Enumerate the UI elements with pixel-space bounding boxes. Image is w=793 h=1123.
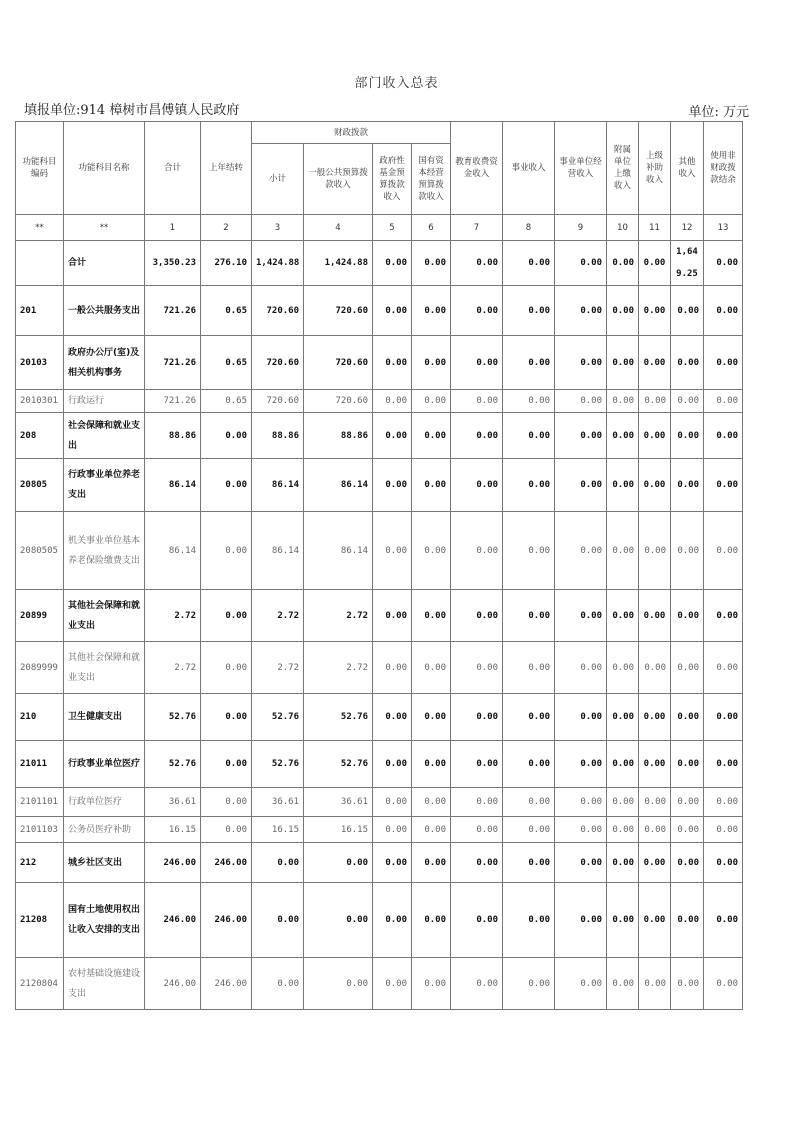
cell-other: 0.00 [671, 390, 704, 413]
cell-operating: 0.00 [555, 413, 607, 459]
cell-operating: 0.00 [555, 336, 607, 390]
cell-gov-fund: 0.00 [373, 413, 412, 459]
cell-code: 2080505 [16, 512, 64, 590]
cell-non-fiscal-balance: 0.00 [704, 741, 743, 788]
cell-code: 20899 [16, 590, 64, 642]
cell-name: 卫生健康支出 [64, 694, 145, 741]
cell-other: 0.00 [671, 741, 704, 788]
header-general-budget: 一般公共预算拨款收入 [304, 144, 373, 215]
cell-edu-fee: 0.00 [451, 694, 503, 741]
header-state-capital: 国有资本经营预算拨款收入 [412, 144, 451, 215]
table-row [16, 843, 743, 883]
cell-total: 86.14 [145, 512, 201, 590]
cell-code: 20103 [16, 336, 64, 390]
cell-state-capital: 0.00 [412, 590, 451, 642]
cell-state-capital: 0.00 [412, 843, 451, 883]
cell-total: 721.26 [145, 390, 201, 413]
header-superior-subsidy: 上级补助收入 [639, 122, 671, 215]
cell-carryover: 0.00 [201, 512, 252, 590]
index-cell: 10 [607, 215, 639, 241]
cell-subtotal: 1,424.88 [252, 241, 304, 286]
index-row [16, 215, 743, 241]
cell-name: 行政事业单位养老支出 [64, 459, 145, 512]
cell-edu-fee: 0.00 [451, 512, 503, 590]
cell-affiliated: 0.00 [607, 413, 639, 459]
cell-general-budget: 2.72 [304, 642, 373, 694]
cell-gov-fund: 0.00 [373, 817, 412, 843]
table-row [16, 590, 743, 642]
cell-gov-fund: 0.00 [373, 883, 412, 958]
cell-carryover: 246.00 [201, 883, 252, 958]
cell-business: 0.00 [503, 694, 555, 741]
table-row [16, 694, 743, 741]
cell-total: 86.14 [145, 459, 201, 512]
cell-edu-fee: 0.00 [451, 843, 503, 883]
cell-subtotal: 2.72 [252, 590, 304, 642]
cell-general-budget: 86.14 [304, 459, 373, 512]
cell-gov-fund: 0.00 [373, 459, 412, 512]
cell-superior-subsidy: 0.00 [639, 241, 671, 286]
cell-edu-fee: 0.00 [451, 590, 503, 642]
cell-general-budget: 720.60 [304, 286, 373, 336]
cell-affiliated: 0.00 [607, 336, 639, 390]
cell-state-capital: 0.00 [412, 336, 451, 390]
cell-carryover: 246.00 [201, 958, 252, 1010]
cell-non-fiscal-balance: 0.00 [704, 336, 743, 390]
table-row [16, 642, 743, 694]
cell-code: 20805 [16, 459, 64, 512]
cell-other: 0.00 [671, 883, 704, 958]
table-row [16, 459, 743, 512]
cell-superior-subsidy: 0.00 [639, 512, 671, 590]
cell-state-capital: 0.00 [412, 286, 451, 336]
cell-business: 0.00 [503, 642, 555, 694]
index-cell: 4 [304, 215, 373, 241]
cell-superior-subsidy: 0.00 [639, 286, 671, 336]
cell-affiliated: 0.00 [607, 459, 639, 512]
cell-affiliated: 0.00 [607, 741, 639, 788]
cell-superior-subsidy: 0.00 [639, 336, 671, 390]
cell-other: 0.00 [671, 590, 704, 642]
cell-other: 0.00 [671, 788, 704, 817]
cell-superior-subsidy: 0.00 [639, 390, 671, 413]
header-fiscal: 财政拨款 [252, 122, 451, 144]
cell-business: 0.00 [503, 241, 555, 286]
cell-state-capital: 0.00 [412, 642, 451, 694]
cell-state-capital: 0.00 [412, 958, 451, 1010]
cell-edu-fee: 0.00 [451, 788, 503, 817]
cell-general-budget: 0.00 [304, 958, 373, 1010]
cell-business: 0.00 [503, 958, 555, 1010]
cell-superior-subsidy: 0.00 [639, 883, 671, 958]
cell-state-capital: 0.00 [412, 741, 451, 788]
cell-business: 0.00 [503, 413, 555, 459]
cell-non-fiscal-balance: 0.00 [704, 817, 743, 843]
cell-other: 0.00 [671, 642, 704, 694]
cell-non-fiscal-balance: 0.00 [704, 413, 743, 459]
cell-non-fiscal-balance: 0.00 [704, 459, 743, 512]
cell-superior-subsidy: 0.00 [639, 843, 671, 883]
cell-other: 0.00 [671, 286, 704, 336]
cell-affiliated: 0.00 [607, 817, 639, 843]
cell-affiliated: 0.00 [607, 241, 639, 286]
cell-other: 0.00 [671, 459, 704, 512]
cell-general-budget: 0.00 [304, 883, 373, 958]
cell-total: 2.72 [145, 642, 201, 694]
cell-edu-fee: 0.00 [451, 817, 503, 843]
cell-code [16, 241, 64, 286]
cell-subtotal: 0.00 [252, 958, 304, 1010]
cell-operating: 0.00 [555, 694, 607, 741]
cell-code: 201 [16, 286, 64, 336]
cell-operating: 0.00 [555, 286, 607, 336]
header-other: 其他收入 [671, 122, 704, 215]
cell-code: 212 [16, 843, 64, 883]
cell-business: 0.00 [503, 512, 555, 590]
cell-state-capital: 0.00 [412, 788, 451, 817]
cell-other: 0.00 [671, 413, 704, 459]
cell-non-fiscal-balance: 0.00 [704, 694, 743, 741]
cell-gov-fund: 0.00 [373, 241, 412, 286]
cell-non-fiscal-balance: 0.00 [704, 642, 743, 694]
index-cell: 11 [639, 215, 671, 241]
cell-gov-fund: 0.00 [373, 843, 412, 883]
cell-name: 社会保障和就业支出 [64, 413, 145, 459]
cell-general-budget: 88.86 [304, 413, 373, 459]
cell-code: 21011 [16, 741, 64, 788]
reporting-unit: 填报单位:914 樟树市昌傅镇人民政府 [24, 103, 240, 118]
header-operating: 事业单位经营收入 [555, 122, 607, 215]
cell-gov-fund: 0.00 [373, 512, 412, 590]
cell-carryover: 0.00 [201, 590, 252, 642]
cell-name: 一般公共服务支出 [64, 286, 145, 336]
currency-unit: 单位: 万元 [688, 105, 749, 120]
cell-non-fiscal-balance: 0.00 [704, 883, 743, 958]
header-business: 事业收入 [503, 122, 555, 215]
cell-superior-subsidy: 0.00 [639, 459, 671, 512]
cell-operating: 0.00 [555, 642, 607, 694]
cell-business: 0.00 [503, 741, 555, 788]
cell-business: 0.00 [503, 788, 555, 817]
table-row [16, 817, 743, 843]
cell-business: 0.00 [503, 286, 555, 336]
cell-gov-fund: 0.00 [373, 336, 412, 390]
cell-affiliated: 0.00 [607, 642, 639, 694]
cell-operating: 0.00 [555, 590, 607, 642]
cell-affiliated: 0.00 [607, 843, 639, 883]
cell-subtotal: 0.00 [252, 843, 304, 883]
header-code: 功能科目编码 [16, 122, 64, 215]
cell-state-capital: 0.00 [412, 883, 451, 958]
cell-affiliated: 0.00 [607, 390, 639, 413]
page-title: 部门收入总表 [354, 76, 439, 91]
table-body [16, 241, 743, 1010]
cell-gov-fund: 0.00 [373, 958, 412, 1010]
header-subtotal: 小计 [252, 144, 304, 215]
cell-code: 2101103 [16, 817, 64, 843]
cell-business: 0.00 [503, 459, 555, 512]
header-carryover: 上年结转 [201, 122, 252, 215]
cell-other: 0.00 [671, 336, 704, 390]
cell-operating: 0.00 [555, 241, 607, 286]
cell-state-capital: 0.00 [412, 390, 451, 413]
table-row [16, 788, 743, 817]
cell-state-capital: 0.00 [412, 817, 451, 843]
cell-code: 208 [16, 413, 64, 459]
cell-operating: 0.00 [555, 883, 607, 958]
cell-total: 16.15 [145, 817, 201, 843]
cell-total: 2.72 [145, 590, 201, 642]
cell-other: 0.00 [671, 694, 704, 741]
cell-non-fiscal-balance: 0.00 [704, 512, 743, 590]
cell-state-capital: 0.00 [412, 413, 451, 459]
cell-other: 0.00 [671, 843, 704, 883]
cell-business: 0.00 [503, 390, 555, 413]
cell-general-budget: 720.60 [304, 390, 373, 413]
cell-name: 行政事业单位医疗 [64, 741, 145, 788]
index-cell: 12 [671, 215, 704, 241]
cell-superior-subsidy: 0.00 [639, 741, 671, 788]
cell-non-fiscal-balance: 0.00 [704, 958, 743, 1010]
index-cell: 2 [201, 215, 252, 241]
cell-name: 农村基础设施建设支出 [64, 958, 145, 1010]
cell-business: 0.00 [503, 590, 555, 642]
header-gov-fund: 政府性基金预算拨款收入 [373, 144, 412, 215]
table-row [16, 241, 743, 286]
cell-total: 246.00 [145, 958, 201, 1010]
cell-business: 0.00 [503, 883, 555, 958]
cell-gov-fund: 0.00 [373, 788, 412, 817]
cell-superior-subsidy: 0.00 [639, 642, 671, 694]
cell-subtotal: 88.86 [252, 413, 304, 459]
cell-superior-subsidy: 0.00 [639, 817, 671, 843]
cell-general-budget: 720.60 [304, 336, 373, 390]
cell-state-capital: 0.00 [412, 241, 451, 286]
cell-general-budget: 86.14 [304, 512, 373, 590]
cell-edu-fee: 0.00 [451, 883, 503, 958]
cell-total: 88.86 [145, 413, 201, 459]
index-cell: 9 [555, 215, 607, 241]
cell-subtotal: 2.72 [252, 642, 304, 694]
cell-subtotal: 86.14 [252, 459, 304, 512]
cell-gov-fund: 0.00 [373, 286, 412, 336]
cell-subtotal: 52.76 [252, 694, 304, 741]
cell-operating: 0.00 [555, 459, 607, 512]
table-row [16, 883, 743, 958]
cell-other: 0.00 [671, 958, 704, 1010]
cell-carryover: 0.00 [201, 694, 252, 741]
header-non-fiscal-balance: 使用非财政拨款结余 [704, 122, 743, 215]
cell-name: 行政运行 [64, 390, 145, 413]
cell-total: 52.76 [145, 741, 201, 788]
table-row [16, 286, 743, 336]
cell-carryover: 0.65 [201, 286, 252, 336]
index-cell: 8 [503, 215, 555, 241]
cell-superior-subsidy: 0.00 [639, 590, 671, 642]
cell-general-budget: 52.76 [304, 694, 373, 741]
cell-edu-fee: 0.00 [451, 241, 503, 286]
cell-non-fiscal-balance: 0.00 [704, 590, 743, 642]
cell-non-fiscal-balance: 0.00 [704, 390, 743, 413]
table-row [16, 390, 743, 413]
cell-code: 210 [16, 694, 64, 741]
cell-non-fiscal-balance: 0.00 [704, 788, 743, 817]
index-cell: 3 [252, 215, 304, 241]
cell-business: 0.00 [503, 843, 555, 883]
cell-gov-fund: 0.00 [373, 642, 412, 694]
cell-name: 合计 [64, 241, 145, 286]
cell-total: 36.61 [145, 788, 201, 817]
cell-affiliated: 0.00 [607, 512, 639, 590]
cell-edu-fee: 0.00 [451, 413, 503, 459]
cell-general-budget: 1,424.88 [304, 241, 373, 286]
cell-operating: 0.00 [555, 817, 607, 843]
cell-code: 2010301 [16, 390, 64, 413]
index-cell: ** [16, 215, 64, 241]
cell-general-budget: 0.00 [304, 843, 373, 883]
header-edu-fee: 教育收费资金收入 [451, 122, 503, 215]
cell-total: 3,350.23 [145, 241, 201, 286]
cell-other: 1,649.25 [671, 241, 704, 286]
index-cell: 6 [412, 215, 451, 241]
cell-code: 2120804 [16, 958, 64, 1010]
cell-total: 246.00 [145, 883, 201, 958]
cell-edu-fee: 0.00 [451, 390, 503, 413]
cell-total: 721.26 [145, 336, 201, 390]
cell-superior-subsidy: 0.00 [639, 413, 671, 459]
cell-name: 其他社会保障和就业支出 [64, 642, 145, 694]
cell-operating: 0.00 [555, 741, 607, 788]
income-summary-table [15, 121, 743, 1010]
cell-carryover: 0.65 [201, 390, 252, 413]
index-cell: ** [64, 215, 145, 241]
cell-carryover: 0.00 [201, 459, 252, 512]
cell-carryover: 0.65 [201, 336, 252, 390]
cell-total: 246.00 [145, 843, 201, 883]
cell-subtotal: 52.76 [252, 741, 304, 788]
cell-code: 2101101 [16, 788, 64, 817]
cell-affiliated: 0.00 [607, 286, 639, 336]
cell-code: 2089999 [16, 642, 64, 694]
cell-carryover: 276.10 [201, 241, 252, 286]
cell-name: 机关事业单位基本养老保险缴费支出 [64, 512, 145, 590]
cell-gov-fund: 0.00 [373, 741, 412, 788]
cell-gov-fund: 0.00 [373, 694, 412, 741]
cell-edu-fee: 0.00 [451, 459, 503, 512]
cell-total: 52.76 [145, 694, 201, 741]
cell-name: 其他社会保障和就业支出 [64, 590, 145, 642]
cell-subtotal: 0.00 [252, 883, 304, 958]
cell-general-budget: 52.76 [304, 741, 373, 788]
cell-code: 21208 [16, 883, 64, 958]
cell-business: 0.00 [503, 817, 555, 843]
cell-superior-subsidy: 0.00 [639, 958, 671, 1010]
cell-subtotal: 36.61 [252, 788, 304, 817]
cell-subtotal: 720.60 [252, 336, 304, 390]
cell-business: 0.00 [503, 336, 555, 390]
cell-edu-fee: 0.00 [451, 741, 503, 788]
index-cell: 5 [373, 215, 412, 241]
cell-operating: 0.00 [555, 788, 607, 817]
cell-edu-fee: 0.00 [451, 336, 503, 390]
cell-gov-fund: 0.00 [373, 590, 412, 642]
cell-state-capital: 0.00 [412, 694, 451, 741]
cell-non-fiscal-balance: 0.00 [704, 843, 743, 883]
cell-edu-fee: 0.00 [451, 642, 503, 694]
cell-general-budget: 36.61 [304, 788, 373, 817]
cell-subtotal: 720.60 [252, 390, 304, 413]
cell-affiliated: 0.00 [607, 958, 639, 1010]
cell-total: 721.26 [145, 286, 201, 336]
cell-name: 政府办公厅(室)及相关机构事务 [64, 336, 145, 390]
cell-subtotal: 16.15 [252, 817, 304, 843]
header-affiliated: 附属单位上缴收入 [607, 122, 639, 215]
cell-non-fiscal-balance: 0.00 [704, 286, 743, 336]
cell-affiliated: 0.00 [607, 694, 639, 741]
cell-subtotal: 86.14 [252, 512, 304, 590]
table-row [16, 512, 743, 590]
cell-carryover: 246.00 [201, 843, 252, 883]
cell-affiliated: 0.00 [607, 590, 639, 642]
cell-name: 公务员医疗补助 [64, 817, 145, 843]
cell-other: 0.00 [671, 817, 704, 843]
cell-edu-fee: 0.00 [451, 958, 503, 1010]
cell-general-budget: 16.15 [304, 817, 373, 843]
cell-affiliated: 0.00 [607, 883, 639, 958]
cell-name: 国有土地使用权出让收入安排的支出 [64, 883, 145, 958]
cell-affiliated: 0.00 [607, 788, 639, 817]
cell-non-fiscal-balance: 0.00 [704, 241, 743, 286]
header-total: 合计 [145, 122, 201, 215]
cell-subtotal: 720.60 [252, 286, 304, 336]
cell-gov-fund: 0.00 [373, 390, 412, 413]
cell-carryover: 0.00 [201, 817, 252, 843]
table-row [16, 741, 743, 788]
cell-superior-subsidy: 0.00 [639, 694, 671, 741]
cell-superior-subsidy: 0.00 [639, 788, 671, 817]
cell-carryover: 0.00 [201, 788, 252, 817]
cell-other: 0.00 [671, 512, 704, 590]
cell-carryover: 0.00 [201, 642, 252, 694]
cell-carryover: 0.00 [201, 413, 252, 459]
cell-operating: 0.00 [555, 512, 607, 590]
header-name: 功能科目名称 [64, 122, 145, 215]
cell-carryover: 0.00 [201, 741, 252, 788]
cell-general-budget: 2.72 [304, 590, 373, 642]
cell-name: 行政单位医疗 [64, 788, 145, 817]
table-row [16, 958, 743, 1010]
table-row [16, 413, 743, 459]
cell-state-capital: 0.00 [412, 459, 451, 512]
cell-operating: 0.00 [555, 958, 607, 1010]
cell-state-capital: 0.00 [412, 512, 451, 590]
cell-name: 城乡社区支出 [64, 843, 145, 883]
cell-edu-fee: 0.00 [451, 286, 503, 336]
cell-operating: 0.00 [555, 843, 607, 883]
cell-operating: 0.00 [555, 390, 607, 413]
index-cell: 1 [145, 215, 201, 241]
table-row [16, 336, 743, 390]
index-cell: 7 [451, 215, 503, 241]
index-cell: 13 [704, 215, 743, 241]
